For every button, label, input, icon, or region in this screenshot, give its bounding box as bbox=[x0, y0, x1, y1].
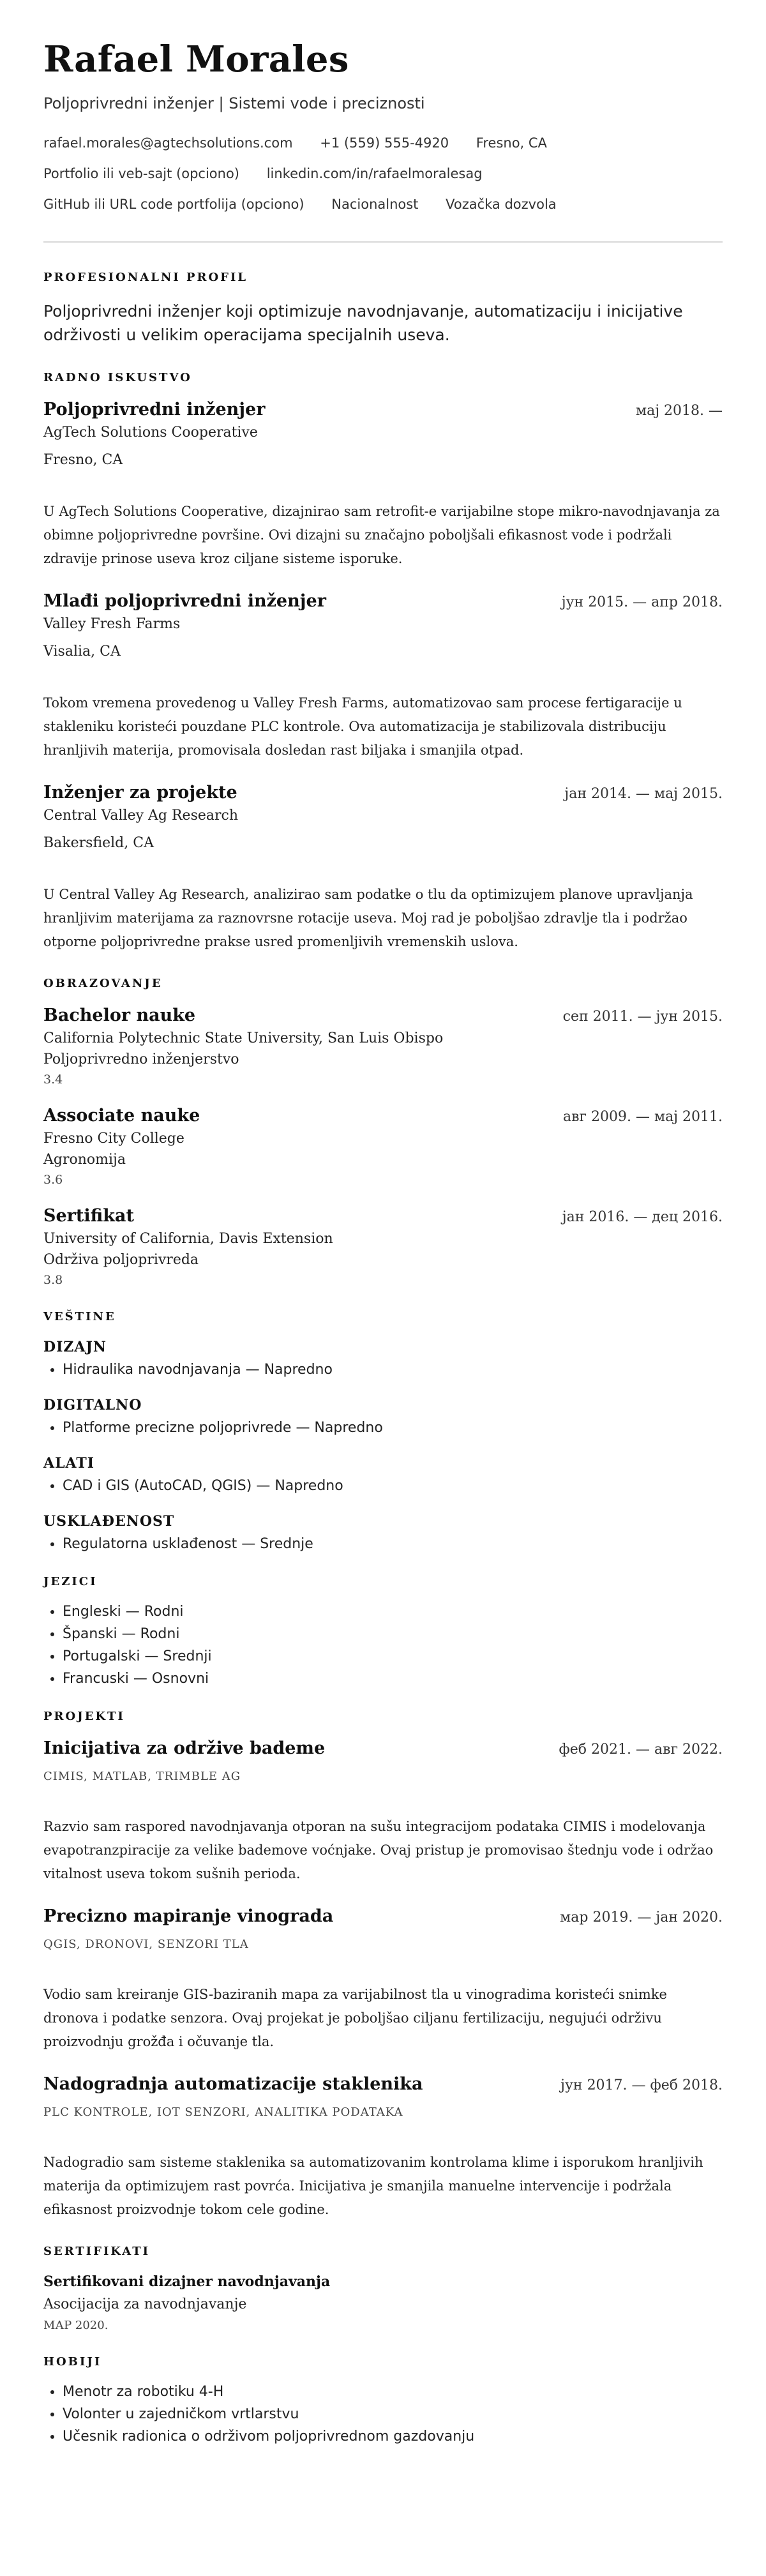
job-location: Fresno, CA bbox=[43, 452, 123, 468]
field-of-study: Održiva poljoprivreda bbox=[43, 1252, 199, 1268]
hobby-item: • Menotr za robotiku 4-H bbox=[63, 2384, 723, 2400]
degree: Sertifikat bbox=[43, 1206, 134, 1226]
certificate-issuer: Asocijacija za navodnjavanje bbox=[43, 2296, 247, 2312]
portfolio-link[interactable]: Portfolio ili veb-sajt (opciono) bbox=[43, 166, 240, 181]
location: Fresno, CA bbox=[476, 135, 547, 151]
school: University of California, Davis Extension bbox=[43, 1231, 333, 1247]
gpa: 3.4 bbox=[43, 1073, 63, 1087]
experience-entry bbox=[43, 400, 723, 571]
project-description: Vodio sam kreiranje GIS-baziranih mapa za varijabilnost tla u vinogradima koristeći snimke dronova i podatke senzora. Ovaj projekat je poboljšao ciljanu fertilizaciju, negujući održivu proizvodnju grožđa i očuvanje tla. bbox=[43, 1987, 667, 2049]
job-date: јун 2015. — апр 2018. bbox=[561, 594, 723, 610]
skill-list bbox=[43, 1362, 723, 1378]
section-title: PROJEKTI bbox=[43, 1710, 125, 1723]
job-title: Poljoprivredni inženjer bbox=[43, 400, 266, 419]
skill-group-title: USKLAĐENOST bbox=[43, 1513, 175, 1530]
skill-list bbox=[43, 1420, 723, 1436]
certificate-entry bbox=[43, 2273, 723, 2332]
employer: Central Valley Ag Research bbox=[43, 808, 239, 824]
experience-section bbox=[43, 371, 723, 954]
email-link[interactable]: rafael.morales@agtechsolutions.com bbox=[43, 135, 293, 151]
hobbies-section bbox=[43, 2355, 723, 2444]
certificates-section bbox=[43, 2245, 723, 2332]
gpa: 3.6 bbox=[43, 1173, 63, 1187]
project-description: Razvio sam raspored navodnjavanja otporan na sušu integracijom podataka CIMIS i modelovanja evapotranzpiracije za velike bademove voćnjake. Ovaj pristup je promovisao štednju vode i održao vitalnost useva tokom sušnih perioda. bbox=[43, 1819, 714, 1881]
project-title: Nadogradnja automatizacije staklenika bbox=[43, 2074, 423, 2094]
field-of-study: Agronomija bbox=[43, 1152, 126, 1168]
job-location: Bakersfield, CA bbox=[43, 835, 154, 851]
language-item: • Španski — Rodni bbox=[63, 1626, 723, 1642]
degree: Associate nauke bbox=[43, 1106, 200, 1126]
education-entry bbox=[43, 1206, 723, 1287]
field-of-study: Poljoprivredno inženjerstvo bbox=[43, 1051, 239, 1067]
section-title: OBRAZOVANJE bbox=[43, 977, 163, 990]
project-entry bbox=[43, 1738, 723, 1886]
education-date: сеп 2011. — јун 2015. bbox=[562, 1009, 723, 1025]
languages-section bbox=[43, 1575, 723, 1687]
section-title: JEZICI bbox=[43, 1575, 98, 1588]
project-entry bbox=[43, 1906, 723, 2054]
phone-number[interactable]: +1 (559) 555-4920 bbox=[320, 135, 449, 151]
skill-list bbox=[43, 1478, 723, 1494]
project-tech: PLC KONTROLE, IOT SENZORI, ANALITIKA PODATAKA bbox=[43, 2105, 403, 2119]
skill-group-title: DIZAJN bbox=[43, 1339, 107, 1355]
skill-list bbox=[43, 1536, 723, 1552]
skill-item: • Regulatorna usklađenost — Srednje bbox=[63, 1536, 723, 1552]
project-date: феб 2021. — авг 2022. bbox=[559, 1742, 723, 1758]
skill-group-title: ALATI bbox=[43, 1455, 95, 1472]
job-location: Visalia, CA bbox=[43, 644, 121, 659]
skill-item: • Platforme precizne poljoprivrede — Napredno bbox=[63, 1420, 723, 1436]
school: Fresno City College bbox=[43, 1131, 184, 1147]
resume-header bbox=[43, 38, 723, 212]
projects-section bbox=[43, 1710, 723, 2222]
job-description: Tokom vremena provedenog u Valley Fresh Farms, automatizovao sam procese fertigaracije u stakleniku koristeći pouzdane PLC kontrole. Ova automatizacija je stabilizovala distribuciju hranljivih materija, promovisala dosledan rast biljaka i smanjila otpad. bbox=[43, 695, 682, 758]
certificate-name: Sertifikovani dizajner navodnjavanja bbox=[43, 2273, 331, 2290]
job-date: мај 2018. — bbox=[635, 403, 723, 419]
certificate-date: МАР 2020. bbox=[43, 2319, 109, 2332]
project-title: Inicijativa za održive bademe bbox=[43, 1738, 326, 1758]
employer: AgTech Solutions Cooperative bbox=[43, 425, 258, 441]
profile-text: Poljoprivredni inženjer koji optimizuje navodnjavanje, automatizaciju i inicijative održivosti u velikim operacijama specijalnih useva. bbox=[43, 302, 683, 344]
hobby-item: • Učesnik radionica o održivom poljoprivrednom gazdovanju bbox=[63, 2429, 723, 2444]
school: California Polytechnic State University, San Luis Obispo bbox=[43, 1030, 444, 1046]
project-date: јун 2017. — феб 2018. bbox=[560, 2077, 723, 2093]
language-list bbox=[43, 1604, 723, 1687]
project-entry bbox=[43, 2074, 723, 2222]
section-title: PROFESIONALNI PROFIL bbox=[43, 271, 248, 284]
job-description: U Central Valley Ag Research, analizirao sam podatke o tlu da optimizujem planove upravljanja hranljivim materijama za raznovrsne rotacije useva. Moj rad je poboljšao zdravlje tla i podržao otporne poljoprivredne prakse usred promenljivih vremenskih uslova. bbox=[43, 887, 693, 949]
job-title: Mlađi poljoprivredni inženjer bbox=[43, 591, 326, 611]
job-description: U AgTech Solutions Cooperative, dizajnirao sam retrofit-e varijabilne stope mikro-navodnjavanja za obimne poljoprivredne površine. Ovi dizajni su značajno poboljšali efikasnost vode i podržali zdravije prinose useva kroz ciljane sisteme isporuke. bbox=[43, 504, 720, 566]
linkedin-link[interactable]: linkedin.com/in/rafaelmoralesag bbox=[266, 166, 483, 181]
project-description: Nadogradio sam sisteme staklenika sa automatizovanim kontrolama klime i isporukom hranljivih materija da optimizujem rast povrća. Inicijativa je smanjila manuelne intervencije i podržala efikasnost proizvodnje tokom cele godine. bbox=[43, 2155, 703, 2217]
skill-item: • Hidraulika navodnjavanja — Napredno bbox=[63, 1362, 723, 1378]
section-title: HOBIJI bbox=[43, 2355, 102, 2369]
language-item: • Engleski — Rodni bbox=[63, 1604, 723, 1620]
skill-group-title: DIGITALNO bbox=[43, 1397, 142, 1413]
education-date: авг 2009. — мај 2011. bbox=[562, 1109, 723, 1125]
gpa: 3.8 bbox=[43, 1273, 63, 1287]
employer: Valley Fresh Farms bbox=[43, 616, 181, 632]
language-item: • Portugalski — Srednji bbox=[63, 1648, 723, 1664]
education-entry bbox=[43, 1006, 723, 1087]
hobby-item: • Volonter u zajedničkom vrtlarstvu bbox=[63, 2406, 723, 2422]
job-title: Inženjer za projekte bbox=[43, 783, 237, 802]
experience-entry bbox=[43, 591, 723, 762]
education-entry bbox=[43, 1106, 723, 1187]
github-link[interactable]: GitHub ili URL code portfolija (opciono) bbox=[43, 197, 304, 212]
section-title: RADNO ISKUSTVO bbox=[43, 371, 192, 384]
contact-row-1 bbox=[43, 135, 723, 151]
candidate-name: Rafael Morales bbox=[43, 38, 349, 80]
skills-section bbox=[43, 1310, 723, 1552]
education-date: јан 2016. — дец 2016. bbox=[562, 1209, 723, 1225]
header-divider bbox=[43, 241, 723, 243]
project-tech: CIMIS, MATLAB, TRIMBLE AG bbox=[43, 1770, 241, 1783]
candidate-subtitle: Poljoprivredni inženjer | Sistemi vode i preciznosti bbox=[43, 94, 425, 112]
section-title: SERTIFIKATI bbox=[43, 2245, 151, 2258]
nationality: Nacionalnost bbox=[331, 197, 419, 212]
hobby-list bbox=[43, 2384, 723, 2444]
drivers-license: Vozačka dozvola bbox=[446, 197, 557, 212]
project-title: Precizno mapiranje vinograda bbox=[43, 1906, 334, 1926]
degree: Bachelor nauke bbox=[43, 1006, 196, 1025]
project-date: мар 2019. — јан 2020. bbox=[560, 1909, 723, 1925]
experience-entry bbox=[43, 783, 723, 954]
contact-row-2 bbox=[43, 166, 723, 181]
job-date: јан 2014. — мај 2015. bbox=[564, 786, 723, 802]
profile-section bbox=[43, 271, 723, 347]
project-tech: QGIS, DRONOVI, SENZORI TLA bbox=[43, 1938, 249, 1951]
skill-item: • CAD i GIS (AutoCAD, QGIS) — Napredno bbox=[63, 1478, 723, 1494]
education-section bbox=[43, 977, 723, 1287]
language-item: • Francuski — Osnovni bbox=[63, 1671, 723, 1687]
contact-row-3 bbox=[43, 197, 723, 212]
section-title: VEŠTINE bbox=[43, 1310, 116, 1323]
